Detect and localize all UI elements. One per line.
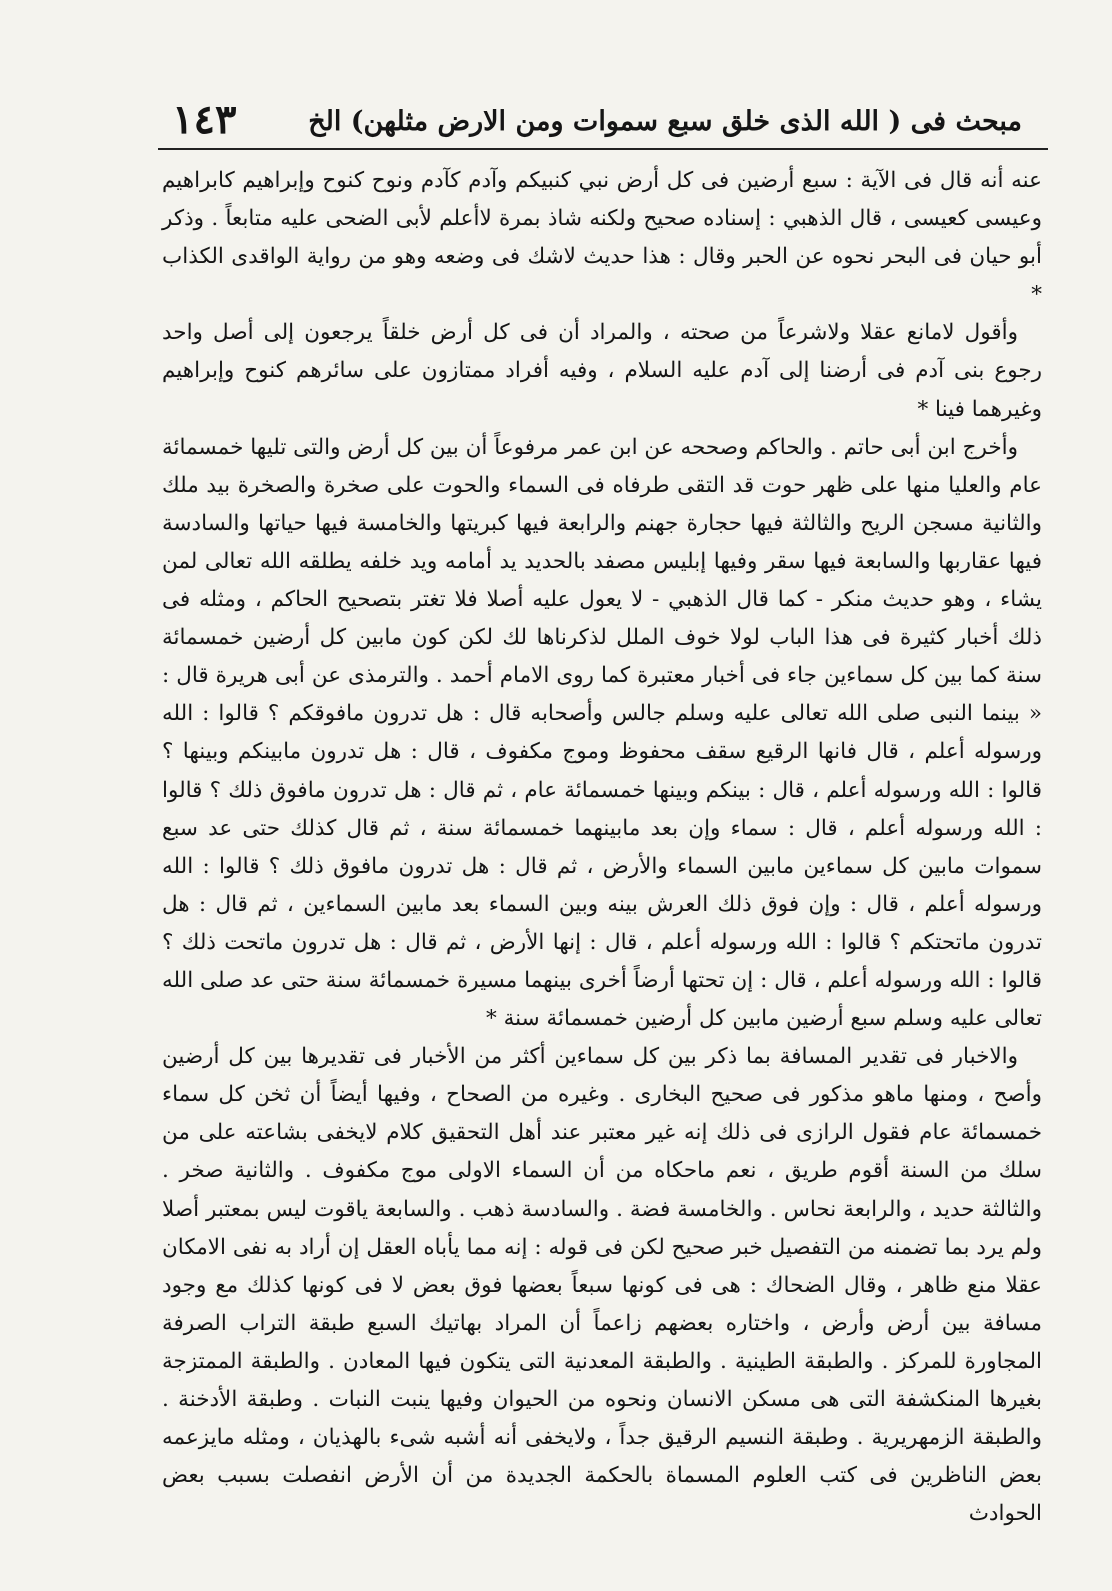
book-page: [150, 82, 1042, 1527]
header-rule: [158, 148, 1048, 150]
paragraph: والاخبار فى تقدير المسافة بما ذكر بين كل سماءين أكثر من الأخبار فى تقديرها بين كل أرضين وأصح ، ومنها ماهو مذكور فى صحيح البخارى . وغيره من الصحاح ، وفيها أيضاً أن ثخن كل سماء خمسمائة عام فقول الرازى فى ذلك إنه غير معتبر عند أهل التحقيق كلام لايخفى بشاعته على من سلك من السنة أقوم طريق ، نعم ماحكاه من أن السماء الاولى موج مكفوف . والثانية صخر . والثالثة حديد ، والرابعة نحاس . والخامسة فضة . والسادسة ذهب . والسابعة ياقوت ليس بمعتبر أصلا ولم يرد بما تضمنه من التفصيل خبر صحيح لكن فى قوله : إنه مما يأباه العقل إن أراد به نفى الامكان عقلا منع ظاهر ، وقال الضحاك : هى فى كونها سبعاً بعضها فوق بعض لا فى كونها كذلك مع وجود مسافة بين أرض وأرض ، واختاره بعضهم زاعماً أن المراد بهاتيك السبع طبقة التراب الصرفة المجاورة للمركز . والطبقة الطينية . والطبقة المعدنية التى يتكون فيها المعادن . والطبقة الممتزجة بغيرها المنكشفة التى هى مسكن الانسان ونحوه من الحيوان وفيها ينبت النبات . وطبقة الأدخنة . والطبقة الزمهريرية . وطبقة النسيم الرقيق جداً ، ولايخفى أنه أشبه شىء بالهذيان ، ومثله مايزعمه بعض الناظرين فى كتب العلوم المسماة بالحكمة الجديدة من أن الأرض انفصلت بسبب بعض الحوادث: [162, 1044, 1042, 1527]
paragraph: عنه أنه قال فى الآية : سبع أرضين فى كل أرض نبي كنبيكم وآدم كآدم ونوح كنوح وإبراهيم كابراهيم وعيسى كعيسى ، قال الذهبي : إسناده صحيح ولكنه شاذ بمرة لاأعلم لأبى الضحى عليه متابعاً . وذكر أبو حيان فى البحر نحوه عن الحبر وقال : هذا حديث لاشك فى وضعه وهو من رواية الواقدى الكذاب *: [162, 168, 1042, 308]
page-number: ١٤٣: [172, 96, 237, 143]
header-title: مبحث فى ( الله الذى خلق سبع سموات ومن الارض مثلهن) الخ: [308, 106, 1022, 137]
running-header: [150, 82, 1040, 144]
paragraph: وأخرج ابن أبى حاتم . والحاكم وصححه عن ابن عمر مرفوعاً أن بين كل أرض والتى تليها خمسمائة عام والعليا منها على ظهر حوت قد التقى طرفاه فى السماء والحوت على صخرة والصخرة بيد ملك والثانية مسجن الريح والثالثة فيها حجارة جهنم والرابعة فيها كبريتها والخامسة فيها حياتها والسادسة فيها عقاربها والسابعة فيها سقر وفيها إبليس مصفد بالحديد يد أمامه ويد خلفه يطلقه الله تعالى لمن يشاء ، وهو حديث منكر - كما قال الذهبي - لا يعول عليه أصلا فلا تغتر بتصحيح الحاكم ، ومثله فى ذلك أخبار كثيرة فى هذا الباب لولا خوف الملل لذكرناها لك لكن كون مابين كل أرضين خمسمائة سنة كما بين كل سماءين جاء فى أخبار معتبرة كما روى الامام أحمد . والترمذى عن أبى هريرة قال : « بينما النبى صلى الله تعالى عليه وسلم جالس وأصحابه قال : هل تدرون مافوقكم ؟ قالوا : الله ورسوله أعلم ، قال فانها الرقيع سقف محفوظ وموج مكفوف ، قال : هل تدرون مابينكم وبينها ؟ قالوا : الله ورسوله أعلم ، قال : بينكم وبينها خمسمائة عام ، ثم قال : هل تدرون مافوق ذلك ؟ قالوا : الله ورسوله أعلم ، قال : سماء وإن بعد مابينهما خمسمائة سنة ، ثم قال كذلك حتى عد سبع سموات مابين كل سماءين مابين السماء والأرض ، ثم قال : هل تدرون مافوق ذلك ؟ قالوا : الله ورسوله أعلم ، قال : وإن فوق ذلك العرش بينه وبين السماء بعد مابين السماءين ، ثم قال : هل تدرون ماتحتكم ؟ قالوا : الله ورسوله أعلم ، قال : إنها الأرض ، ثم قال : هل تدرون ماتحت ذلك ؟ قالوا : الله ورسوله أعلم ، قال : إن تحتها أرضاً أخرى بينهما مسيرة خمسمائة سنة حتى عد صلى الله تعالى عليه وسلم سبع أرضين مابين كل أرضين خمسمائة سنة *: [162, 434, 1042, 1032]
body-text: [162, 162, 1042, 1533]
paragraph: وأقول لامانع عقلا ولاشرعاً من صحته ، والمراد أن فى كل أرض خلقاً يرجعون إلى أصل واحد رجوع بنى آدم فى أرضنا إلى آدم عليه السلام ، وفيه أفراد ممتازون على سائرهم كنوح وإبراهيم وغيرهما فينا *: [162, 320, 1042, 422]
